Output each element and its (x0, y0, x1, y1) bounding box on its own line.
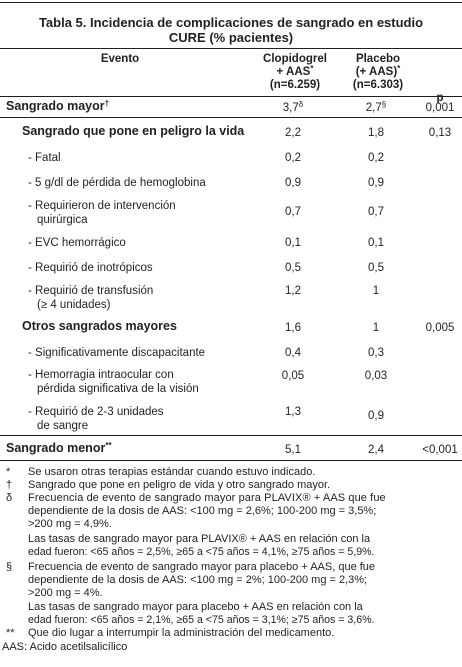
row-clopidogrel-value: 0,4 (285, 347, 301, 359)
abbreviation-note: AAS: Acido acetilsalicílico (2, 641, 128, 653)
footnote-mark: * (6, 466, 11, 478)
row-label-continued: (≥ 4 unidades) (37, 299, 111, 311)
header-placebo-l3: (n=6.303) (352, 79, 404, 91)
footnote-text: >200 mg = 4%. (28, 587, 103, 599)
row-label-continued: pérdida significativa de la visión (37, 383, 199, 395)
table-bottom-rule (0, 460, 462, 461)
row-label: - Fatal (28, 152, 61, 164)
header-placebo-l2: (+ AAS)* (355, 64, 401, 78)
row-label: Sangrado menor** (6, 441, 112, 455)
footnote-text: edad fueron: <65 años = 2,1%, ≥65 a <75 años = 3,1%; ≥75 años = 3,6%. (28, 614, 375, 626)
footnote-text: Que dio lugar a interrumpir la administración del medicamento. (28, 627, 335, 639)
row-label: - Hemorragia intraocular con (28, 369, 174, 381)
header-clopidogrel-l1: Clopidogrel (263, 53, 327, 65)
footnote-text: >200 mg = 4,9%. (28, 518, 112, 530)
header-p: p (436, 92, 444, 104)
row-p-value: <0,001 (422, 444, 458, 456)
row-clopidogrel-value: 0,2 (285, 152, 301, 164)
row-placebo-value: 1 (372, 322, 380, 334)
footnote-text: Las tasas de sangrado mayor para PLAVIX® + AAS en relación con la (28, 533, 371, 545)
top-rule (0, 2, 462, 3)
row-p-value: 0,005 (425, 322, 455, 334)
header-clopidogrel-l3: (n=6.259) (269, 79, 321, 91)
row-clopidogrel-value: 0,1 (285, 237, 301, 249)
row-placebo-value: 0,7 (368, 206, 384, 218)
footnote-text: edad fueron: <65 años = 2,5%, ≥65 a <75 años = 4,1%, ≥75 años = 5,9%. (28, 546, 375, 558)
row-label: - EVC hemorrágico (28, 237, 126, 249)
row-placebo-value: 0,03 (364, 370, 388, 382)
row-p-value: 0,001 (425, 102, 455, 114)
footnote-text: Se usaron otras terapias estándar cuando estuvo indicado. (28, 466, 316, 478)
footnote-mark: ** (6, 627, 15, 639)
header-clopidogrel-l2: + AAS* (276, 64, 314, 78)
row-label: - 5 g/dl de pérdida de hemoglobina (28, 177, 206, 189)
row-clopidogrel-value: 1,3 (285, 406, 301, 418)
row-placebo-value: 0,5 (368, 262, 384, 274)
row-placebo-value: 0,2 (368, 152, 384, 164)
footnote-text: Frecuencia de evento de sangrado mayor para PLAVIX® + AAS que fue (28, 492, 386, 504)
row-clopidogrel-value: 0,9 (285, 177, 301, 189)
row-label: Sangrado que pone en peligro la vida (22, 124, 245, 138)
row-rule (0, 117, 462, 118)
row-clopidogrel-value: $3,7^\delta$ (282, 100, 304, 114)
footnote-mark: § (6, 561, 13, 573)
row-label-continued: quirúrgica (37, 214, 88, 226)
row-placebo-value: 0,9 (368, 177, 384, 189)
row-clopidogrel-value: 1,2 (285, 285, 301, 297)
footnote-text: Frecuencia de evento de sangrado mayor para placebo + AAS, que fue (28, 561, 376, 573)
row-label-continued: de sangre (37, 420, 89, 432)
table-title-line-2: CURE (% pacientes) (168, 30, 294, 45)
row-label: - Requirieron de intervención (28, 200, 176, 212)
row-placebo-value: 2,7§ (365, 100, 387, 114)
row-clopidogrel-value: 5,1 (285, 444, 301, 456)
footnote-mark: † (6, 479, 13, 491)
footnote-mark: δ (6, 492, 13, 504)
table-title-line-1: Tabla 5. Incidencia de complicaciones de sangrado en estudio (38, 15, 424, 30)
row-label: Sangrado mayor† (6, 99, 110, 113)
row-clopidogrel-value: 0,05 (281, 370, 305, 382)
row-clopidogrel-value: 1,6 (285, 322, 301, 334)
row-placebo-value: 2,4 (368, 444, 384, 456)
title-rule (0, 48, 462, 49)
footnote-text: Sangrado que pone en peligro de vida y otro sangrado mayor. (28, 479, 331, 491)
footnote-text: Las tasas de sangrado mayor para placebo + AAS en relación con la (28, 601, 363, 613)
row-clopidogrel-value: 2,2 (285, 127, 301, 139)
row-label: - Requirió de 2-3 unidades (28, 406, 164, 418)
row-p-value: 0,13 (428, 127, 452, 139)
row-placebo-value: 0,3 (368, 347, 384, 359)
row-label: - Requirió de transfusión (28, 285, 154, 297)
row-placebo-value: 1,8 (368, 127, 384, 139)
row-rule (0, 435, 462, 436)
row-clopidogrel-value: 0,5 (285, 262, 301, 274)
header-placebo-l1: Placebo (355, 53, 401, 65)
row-label: Otros sangrados mayores (22, 319, 177, 333)
header-rule (0, 96, 462, 97)
footnote-text: dependiente de la dosis de AAS: <100 mg = 2,6%; 100-200 mg = 3,5%; (28, 505, 377, 517)
row-label: - Significativamente discapacitante (28, 347, 206, 359)
row-placebo-value: 0,9 (368, 410, 384, 422)
row-placebo-value: 0,1 (368, 237, 384, 249)
header-evento: Evento (100, 53, 140, 65)
footnote-text: dependiente de la dosis de AAS: <100 mg = 2%; 100-200 mg = 2,3%; (28, 574, 368, 586)
row-clopidogrel-value: 0,7 (285, 206, 301, 218)
row-placebo-value: 1 (372, 285, 380, 297)
row-label: - Requirió de inotrópicos (28, 262, 153, 274)
